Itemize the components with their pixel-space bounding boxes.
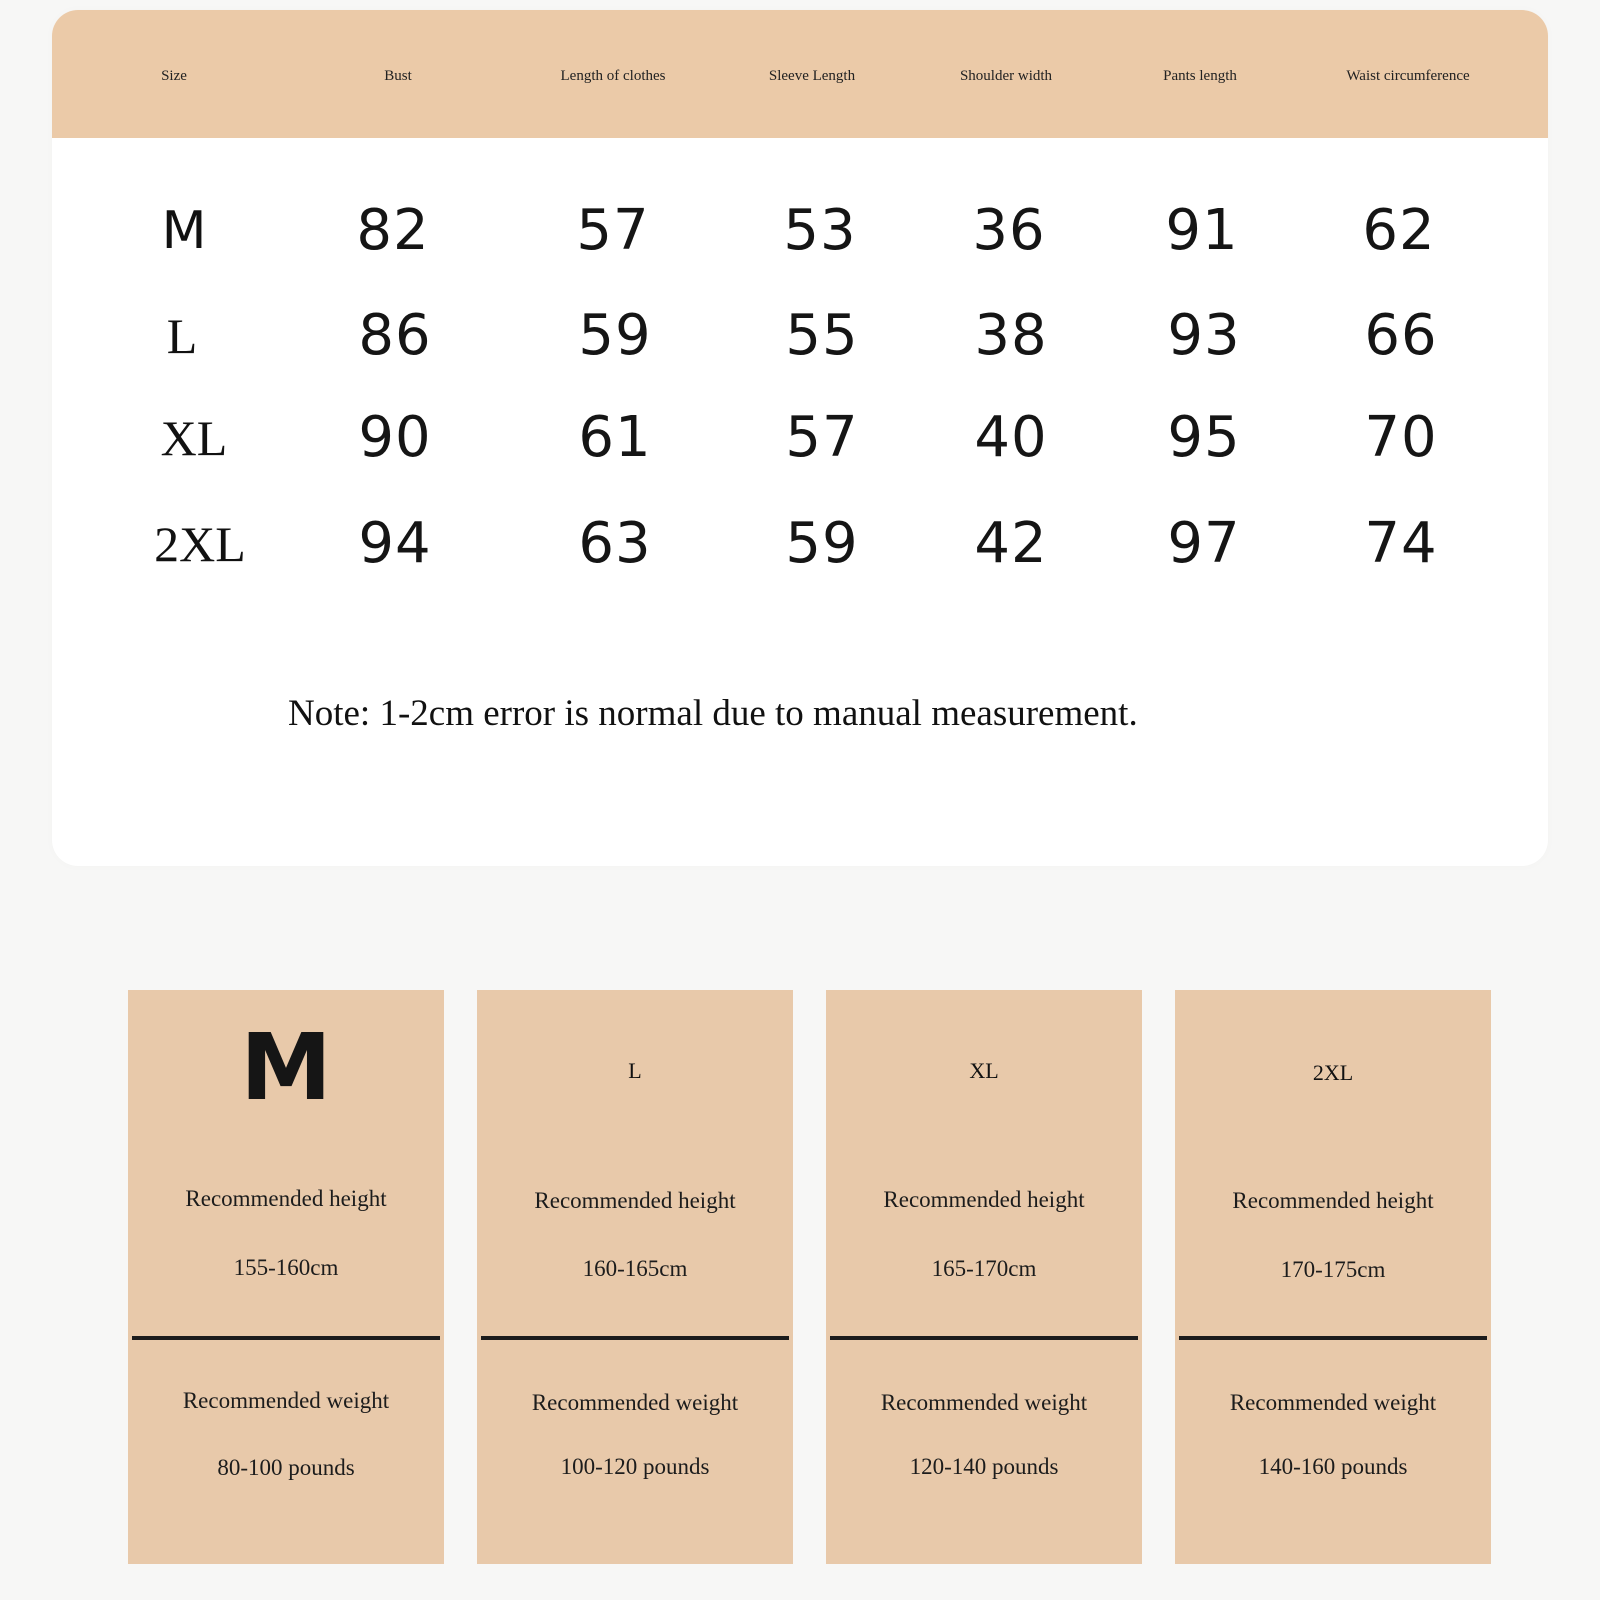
- height-value: 165-170cm: [931, 1256, 1037, 1281]
- cell-shoulder-width: 36: [972, 198, 1046, 263]
- row-size-label: L: [166, 308, 198, 364]
- height-label: Recommended height: [534, 1188, 736, 1213]
- weight-label: Recommended weight: [880, 1390, 1088, 1415]
- cell-shoulder-width: 42: [974, 511, 1048, 576]
- row-size-label: XL: [160, 410, 228, 466]
- cell-bust: 82: [356, 198, 430, 263]
- weight-label: Recommended weight: [531, 1390, 739, 1415]
- header-bust: Bust: [384, 68, 412, 84]
- cell-pants-length: 97: [1167, 511, 1241, 576]
- recommendation-card-xl: [826, 990, 1142, 1564]
- table-row-xl: [52, 388, 1548, 488]
- recommendation-card-2xl: [1175, 990, 1491, 1564]
- recommendation-card-l: [477, 990, 793, 1564]
- row-size-label: 2XL: [154, 516, 246, 572]
- cell-shoulder-width: 38: [974, 303, 1048, 368]
- cell-length-of-clothes: 57: [576, 198, 650, 263]
- card-divider: [1179, 1336, 1487, 1340]
- cell-waist-circumference: 66: [1364, 303, 1438, 368]
- weight-label: Recommended weight: [182, 1388, 390, 1413]
- card-size-label: M: [240, 1014, 332, 1121]
- header-size: Size: [161, 68, 187, 84]
- header-pants-length: Pants length: [1163, 68, 1237, 84]
- card-size-label: L: [628, 1058, 642, 1083]
- cell-bust: 86: [358, 303, 432, 368]
- cell-length-of-clothes: 59: [578, 303, 652, 368]
- height-label: Recommended height: [883, 1187, 1085, 1212]
- height-label: Recommended height: [1232, 1188, 1434, 1213]
- cell-length-of-clothes: 61: [578, 405, 652, 470]
- cell-waist-circumference: 74: [1364, 511, 1438, 576]
- cell-length-of-clothes: 63: [578, 511, 652, 576]
- header-sleeve-length: Sleeve Length: [768, 68, 856, 84]
- card-divider: [830, 1336, 1138, 1340]
- table-row-l: [52, 286, 1548, 386]
- size-chart-table: [52, 10, 1548, 866]
- height-value: 170-175cm: [1280, 1257, 1386, 1282]
- weight-value: 100-120 pounds: [560, 1454, 710, 1479]
- cell-pants-length: 93: [1167, 303, 1241, 368]
- weight-value: 120-140 pounds: [909, 1454, 1059, 1479]
- cell-sleeve-length: 53: [783, 198, 857, 263]
- table-row-m: [52, 181, 1548, 281]
- card-divider: [481, 1336, 789, 1340]
- measurement-note: Note: 1-2cm error is normal due to manual measurement.: [288, 693, 1138, 734]
- height-value: 155-160cm: [233, 1255, 339, 1280]
- row-size-label: M: [161, 201, 207, 261]
- cell-sleeve-length: 57: [785, 405, 859, 470]
- cell-sleeve-length: 59: [785, 511, 859, 576]
- cell-waist-circumference: 70: [1364, 405, 1438, 470]
- height-label: Recommended height: [185, 1186, 387, 1211]
- weight-value: 140-160 pounds: [1258, 1454, 1408, 1479]
- card-divider: [132, 1336, 440, 1340]
- card-size-label: 2XL: [1312, 1060, 1354, 1085]
- weight-label: Recommended weight: [1229, 1390, 1437, 1415]
- card-size-label: XL: [969, 1058, 999, 1083]
- table-row-2xl: [52, 494, 1548, 594]
- cell-shoulder-width: 40: [974, 405, 1048, 470]
- height-value: 160-165cm: [582, 1256, 688, 1281]
- recommendation-card-m: [128, 990, 444, 1564]
- cell-pants-length: 95: [1167, 405, 1241, 470]
- header-waist-circumference: Waist circumference: [1346, 68, 1470, 84]
- cell-bust: 94: [358, 511, 432, 576]
- cell-bust: 90: [358, 405, 432, 470]
- header-length-of-clothes: Length of clothes: [560, 68, 666, 84]
- cell-waist-circumference: 62: [1362, 198, 1436, 263]
- weight-value: 80-100 pounds: [217, 1455, 355, 1480]
- table-header: [52, 10, 1548, 138]
- cell-pants-length: 91: [1165, 198, 1239, 263]
- cell-sleeve-length: 55: [785, 303, 859, 368]
- header-shoulder-width: Shoulder width: [959, 68, 1053, 84]
